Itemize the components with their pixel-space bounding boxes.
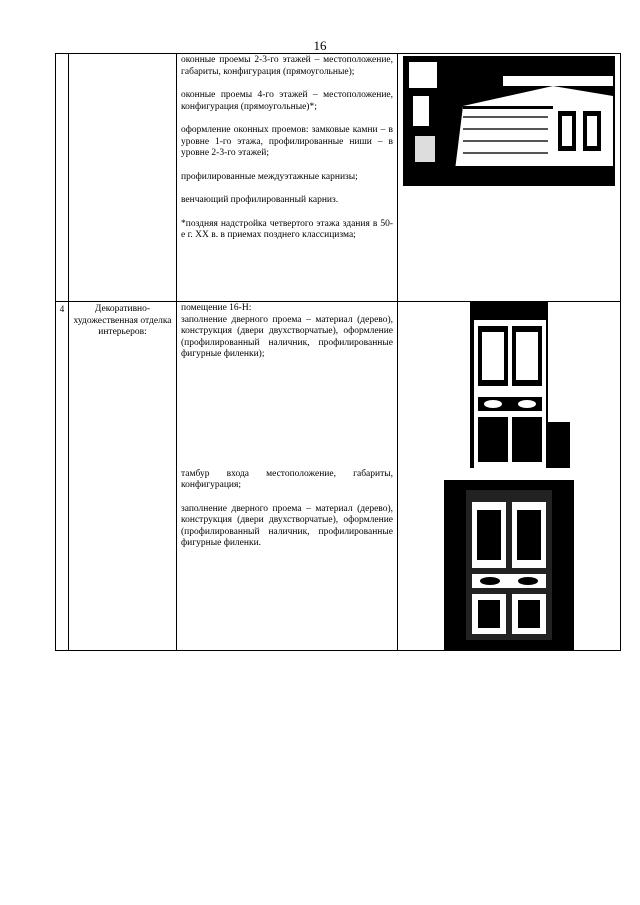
description-paragraph: заполнение дверного проема – материал (дерево), конструкция (двери двухстворчатые), оформление (профилированный наличник, профилированные фигурные филенки); <box>181 314 393 359</box>
protection-subjects-table <box>55 53 621 651</box>
footnote-paragraph: *поздняя надстройка четвертого этажа здания в 50-е г. XX в. в приемах позднего классицизма; <box>181 218 393 240</box>
description-paragraph: помещение 16-Н: <box>181 303 252 313</box>
description-paragraph: оконные проемы 2-3-го этажей – местоположение, габариты, конфигурация (прямоугольные); <box>181 55 393 77</box>
door-photo <box>448 302 570 468</box>
photo-cell <box>398 54 621 302</box>
door-photo <box>444 480 574 650</box>
facade-photo <box>403 56 615 186</box>
description-paragraph: профилированные междуэтажные карнизы; <box>181 171 358 182</box>
description-paragraph: венчающий профилированный карниз. <box>181 195 339 205</box>
row-number-cell <box>56 54 69 302</box>
table-row <box>56 302 621 651</box>
description-cell <box>177 302 398 651</box>
description-cell <box>177 54 398 302</box>
table-row <box>56 54 621 302</box>
row-name-cell <box>69 54 177 302</box>
photo-cell <box>398 302 621 651</box>
description-paragraph: оконные проемы 4-го этажей – местоположение, конфигурация (прямоугольные)*; <box>181 90 393 112</box>
description-paragraph: заполнение дверного проема – материал (дерево), конструкция (двери двухстворчатые), оформление (профилированный наличник, профилированные фигурные филенки. <box>181 503 393 548</box>
description-paragraph: тамбур входа местоположение, габариты, конфигурация; <box>181 468 393 490</box>
row-name-cell: Декоративно-художественная отделка интерьеров: <box>69 302 177 651</box>
page-number: 16 <box>313 38 327 53</box>
description-paragraph: оформление оконных проемов: замковые камни – в уровне 1-го этажа, профилированные ниши – в уровне 2-3-го этажей; <box>181 125 393 158</box>
row-number-cell: 4 <box>56 302 69 651</box>
